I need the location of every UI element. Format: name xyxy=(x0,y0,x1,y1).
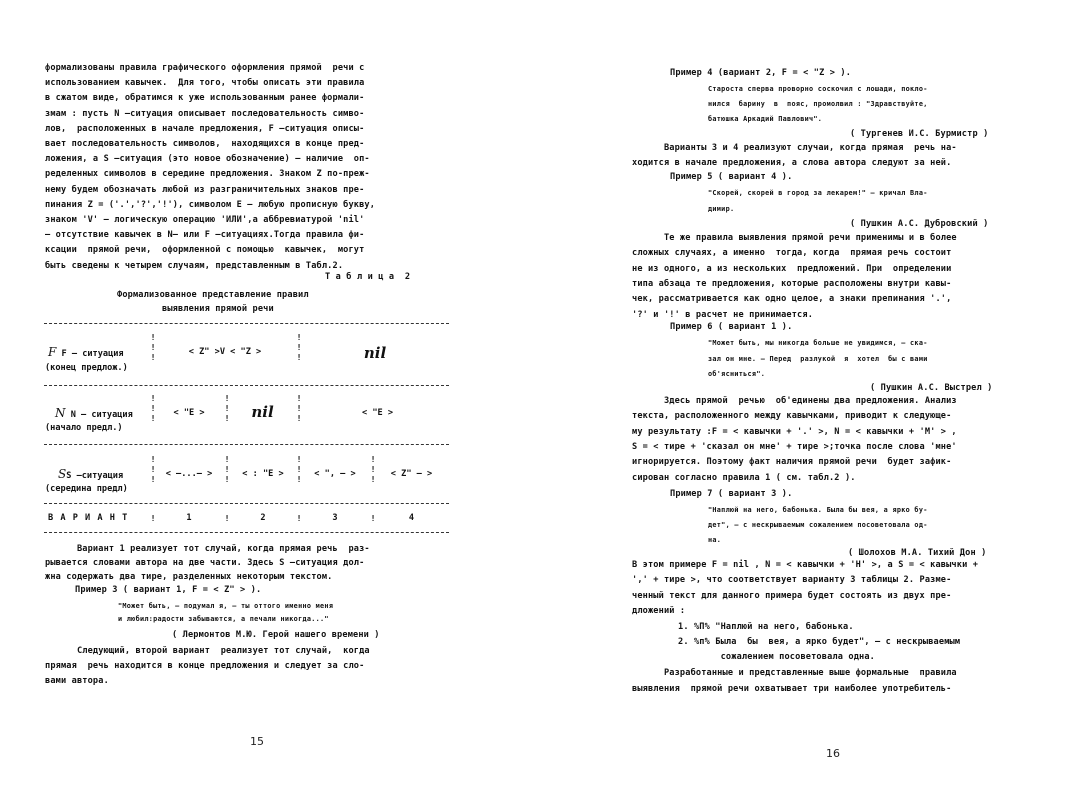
text-line: В этом примере F = nil , N = < кавычки + 'Н' >, а S = < кавычки + xyxy=(632,560,979,570)
text-line: сирован согласно правила 1 ( см. табл.2 ). xyxy=(632,472,856,483)
list-item: 1. %П% "Наплюй на него, бабонька. xyxy=(678,622,854,632)
text-line: текста, расположенного между кавычками, приводит к следующе- xyxy=(632,411,952,422)
row-f-cell-1: < Z" >V < "Z > xyxy=(188,347,262,357)
text-line: Следующий, второй вариант реализует тот случай, когда xyxy=(45,646,370,656)
example6-quote-line2: зал он мне. – Перед разлукой я хотел бы с вами xyxy=(708,355,928,363)
example6-quote-line1: "Может быть, мы никогда больше не увидимся, – ска- xyxy=(708,339,928,347)
text-line: дложений : xyxy=(632,605,686,616)
text-line: не из одного, а из нескольких предложений. При определении xyxy=(632,263,952,274)
example6-quote-line3: об'ясниться". xyxy=(708,370,766,378)
table-rule xyxy=(44,444,449,445)
text-line: ложения, а S –ситуация (это новое обозначение) – наличие оп- xyxy=(45,154,370,165)
page-number: 16 xyxy=(826,747,840,760)
example7-source: ( Шолохов М.А. Тихий Дон ) xyxy=(848,548,987,558)
example5-quote-line2: димир. xyxy=(708,205,735,213)
example6-heading: Пример 6 ( вариант 1 ). xyxy=(670,322,793,332)
table-caption-line2: выявления прямой речи xyxy=(162,304,274,314)
variant-1: 1 xyxy=(186,513,192,523)
row-n-cell-2: nil xyxy=(251,403,274,421)
table-rule xyxy=(44,323,449,324)
text-line: ченный текст для данного примера будет состоять из двух пре- xyxy=(632,590,952,601)
example7-heading: Пример 7 ( вариант 3 ). xyxy=(670,489,793,499)
text-line: '?' и '!' в расчет не принимается. xyxy=(632,309,814,320)
row-n-cell-3: < "E > xyxy=(361,408,394,418)
left-page: формализованы правила графического оформления прямой речи с использованием кавычек. Для того, чтобы описать эти правила в сжатом виде, обратимся к уже использованным ранее формали- змам : пусть N –ситуация описывает последовательность симво- лов, расположенных в начале предложения, F –ситуация описы- вает последовательность символов, находящихся в конце пред- ложения, а S –ситуация (это новое обозначение) – наличие оп- ределенных символов в середине предложения. Знаком Z по-преж- нему будем обозначать любой из разграничительных знаков пре- пинания Z = ('.','?','!'), символом E – любую прописную букву, знаком 'V' – логическую операцию 'ИЛИ',а аббревиатурой 'nil' – отсутствие кавычек в N– или F –ситуациях.Тогда правила фи- ксации прямой речи, оформленной с помощью кавычек, могут быть сведены к четырем случаям, представленным в Табл.2. Т а б л и ц а 2 Формализованное представление правил выявления прямой речи F F – ситуация (конец предлож.) < Z" >V < "Z > nil ! ! ! ! ! ! N N – ситуация (начало предл.) < "E > nil < "E > ! ! ! ! ! ! ! ! ! SS –ситуация (середина предл) < –...– > < : "E > < ", – > < Z" – > ! ! ! ! ! ! ! ! ! ! ! ! В А Р И А Н Т 1 2 3 4 ! ! ! ! Вариант 1 реализует тот случай, когда прямая речь раз- рывается словами автора на две части. Здесь S –ситуация дол- жна содержать два тире, разделенных некоторым текстом. Пример 3 ( вариант 1, F = < Z" > ). "Может быть, – подумал я, – ты оттого именно меня и любил:радости забываются, а печали никогда..." ( Лермонтов М.Ю. Герой нашего времени ) Следующий, второй вариант реализует тот случай, когда прямая речь находится в конце предложения и следует за сло- вами автора. 15 xyxy=(0,0,540,793)
text-line: нему будем обозначать любой из разграничительных знаков пре- xyxy=(45,184,365,195)
example7-quote-line2: дет", – с нескрываемым сожалением посоветовала од- xyxy=(708,521,928,529)
text-line: в сжатом виде, обратимся к уже использованным ранее формали- xyxy=(45,93,365,104)
row-n-sublabel: (начало предл.) xyxy=(45,423,123,433)
row-s-cell-1: < –...– > xyxy=(165,469,213,479)
example4-source: ( Тургенев И.С. Бурмистр ) xyxy=(850,129,989,139)
table-caption-line1: Формализованное представление правил xyxy=(117,290,309,300)
example3-quote-line1: "Может быть, – подумал я, – ты оттого именно меня xyxy=(118,602,334,610)
text-line: змам : пусть N –ситуация описывает последовательность симво- xyxy=(45,108,365,119)
row-s-cell-3: < ", – > xyxy=(314,469,356,479)
table-rule xyxy=(44,532,449,533)
example4-quote-line3: батюшка Аркадий Павлович". xyxy=(708,115,823,123)
table-rule xyxy=(44,503,449,504)
row-s-cell-2: < : "E > xyxy=(242,469,284,479)
example4-quote-line1: Староста сперва проворно соскочил с лошади, покло- xyxy=(708,85,928,93)
row-f-label: F F – ситуация xyxy=(48,345,124,359)
text-line: типа абзаца те предложения, которые расположены внутри кавы- xyxy=(632,278,952,289)
text-line: рывается словами автора на две части. Здесь S –ситуация дол- xyxy=(45,557,365,568)
variant-label: В А Р И А Н Т xyxy=(48,513,129,523)
text-line: лов, расположенных в начале предложения, F –ситуация описы- xyxy=(45,123,365,134)
text-line: знаком 'V' – логическую операцию 'ИЛИ',а аббревиатурой 'nil' xyxy=(45,215,365,225)
text-line: выявления прямой речи охватывает три наиболее употребитель- xyxy=(632,683,952,694)
example6-source: ( Пушкин А.С. Выстрел ) xyxy=(870,383,993,393)
text-line: сложных случаях, а именно тогда, когда прямая речь состоит xyxy=(632,248,952,259)
variant-3: 3 xyxy=(332,513,338,523)
variant-4: 4 xyxy=(408,513,415,523)
text-line: ',' + тире >, что соответствует варианту 3 таблицы 2. Разме- xyxy=(632,575,952,586)
row-s-sublabel: (середина предл) xyxy=(45,484,128,494)
example5-quote-line1: "Скорей, скорей в город за лекарем!" – кричал Вла- xyxy=(708,189,928,197)
text-line: игнорируется. Поэтому факт наличия прямой речи будет зафик- xyxy=(632,457,952,468)
row-f-sublabel: (конец предлож.) xyxy=(45,363,128,373)
example5-heading: Пример 5 ( вариант 4 ). xyxy=(670,172,793,182)
text-line: вами автора. xyxy=(45,676,109,686)
page-number: 15 xyxy=(250,735,264,748)
text-line: Здесь прямой речью об'единены два предложения. Анализ xyxy=(632,396,957,406)
text-line: Вариант 1 реализует тот случай, когда прямая речь раз- xyxy=(45,544,370,554)
text-line: – отсутствие кавычек в N– или F –ситуациях.Тогда правила фи- xyxy=(45,230,365,241)
text-line: Разработанные и представленные выше формальные правила xyxy=(632,668,957,678)
text-line: вает последовательность символов, находящихся в конце пред- xyxy=(45,139,365,149)
text-line: ксации прямой речи, оформленной с помощью кавычек, могут xyxy=(45,245,365,256)
text-line: использованием кавычек. Для того, чтобы описать эти правила xyxy=(45,78,365,89)
example7-quote-line1: "Наплюй на него, бабонька. Была бы вея, а ярко бу- xyxy=(708,506,928,514)
text-line: ределенных символов в середине предложения. Знаком Z по-преж- xyxy=(45,169,370,180)
variant-2: 2 xyxy=(260,513,266,523)
table-rule xyxy=(44,385,449,386)
row-n-cell-1: < "E > xyxy=(173,408,205,418)
row-f-cell-2: nil xyxy=(363,344,387,362)
text-line: жна содержать два тире, разделенных некоторым текстом. xyxy=(45,571,333,582)
text-line: быть сведены к четырем случаям, представленным в Табл.2. xyxy=(45,260,344,271)
f-symbol: F xyxy=(48,345,57,359)
row-s-cell-4: < Z" – > xyxy=(390,469,433,479)
text-line: чек, рассматривается как одно целое, а знаки препинания '.', xyxy=(632,294,952,305)
example5-source: ( Пушкин А.С. Дубровский ) xyxy=(850,219,989,229)
text-line: му результату :F = < кавычки + '.' >, N = < кавычки + 'М' > , xyxy=(632,426,957,437)
text-line: Варианты 3 и 4 реализуют случаи, когда прямая речь на- xyxy=(632,143,957,153)
row-n-label: N N – ситуация xyxy=(55,406,133,420)
right-page xyxy=(540,0,1079,793)
text-line: ходится в начале предложения, а слова автора следуют за ней. xyxy=(632,157,952,168)
table-label: Т а б л и ц а 2 xyxy=(325,272,411,282)
list-item: 2. %п% Была бы вея, а ярко будет", – с нескрываемым xyxy=(678,637,961,647)
row-s-label: SS –ситуация xyxy=(58,467,124,481)
text-line: S = < тире + 'сказал он мне' + тире >;точка после слова 'мне' xyxy=(632,441,957,452)
text-line: формализованы правила графического оформления прямой речи с xyxy=(45,63,365,73)
example7-quote-line3: на. xyxy=(708,536,722,544)
list-item: сожалением посоветовала одна. xyxy=(678,652,875,662)
example3-source: ( Лермонтов М.Ю. Герой нашего времени ) xyxy=(172,630,380,640)
text-line: Те же правила выявления прямой речи применимы и в более xyxy=(632,233,957,243)
example3-heading: Пример 3 ( вариант 1, F = < Z" > ). xyxy=(75,585,262,595)
example4-quote-line2: нился барину в пояс, промолвил : "Здравствуйте, xyxy=(708,100,928,108)
text-line: пинания Z = ('.','?','!'), символом E – любую прописную букву, xyxy=(45,199,376,210)
example4-heading: Пример 4 (вариант 2, F = < "Z > ). xyxy=(670,68,852,78)
example3-quote-line2: и любил:радости забываются, а печали никогда..." xyxy=(118,615,329,623)
text-line: прямая речь находится в конце предложения и следует за сло- xyxy=(45,661,365,671)
